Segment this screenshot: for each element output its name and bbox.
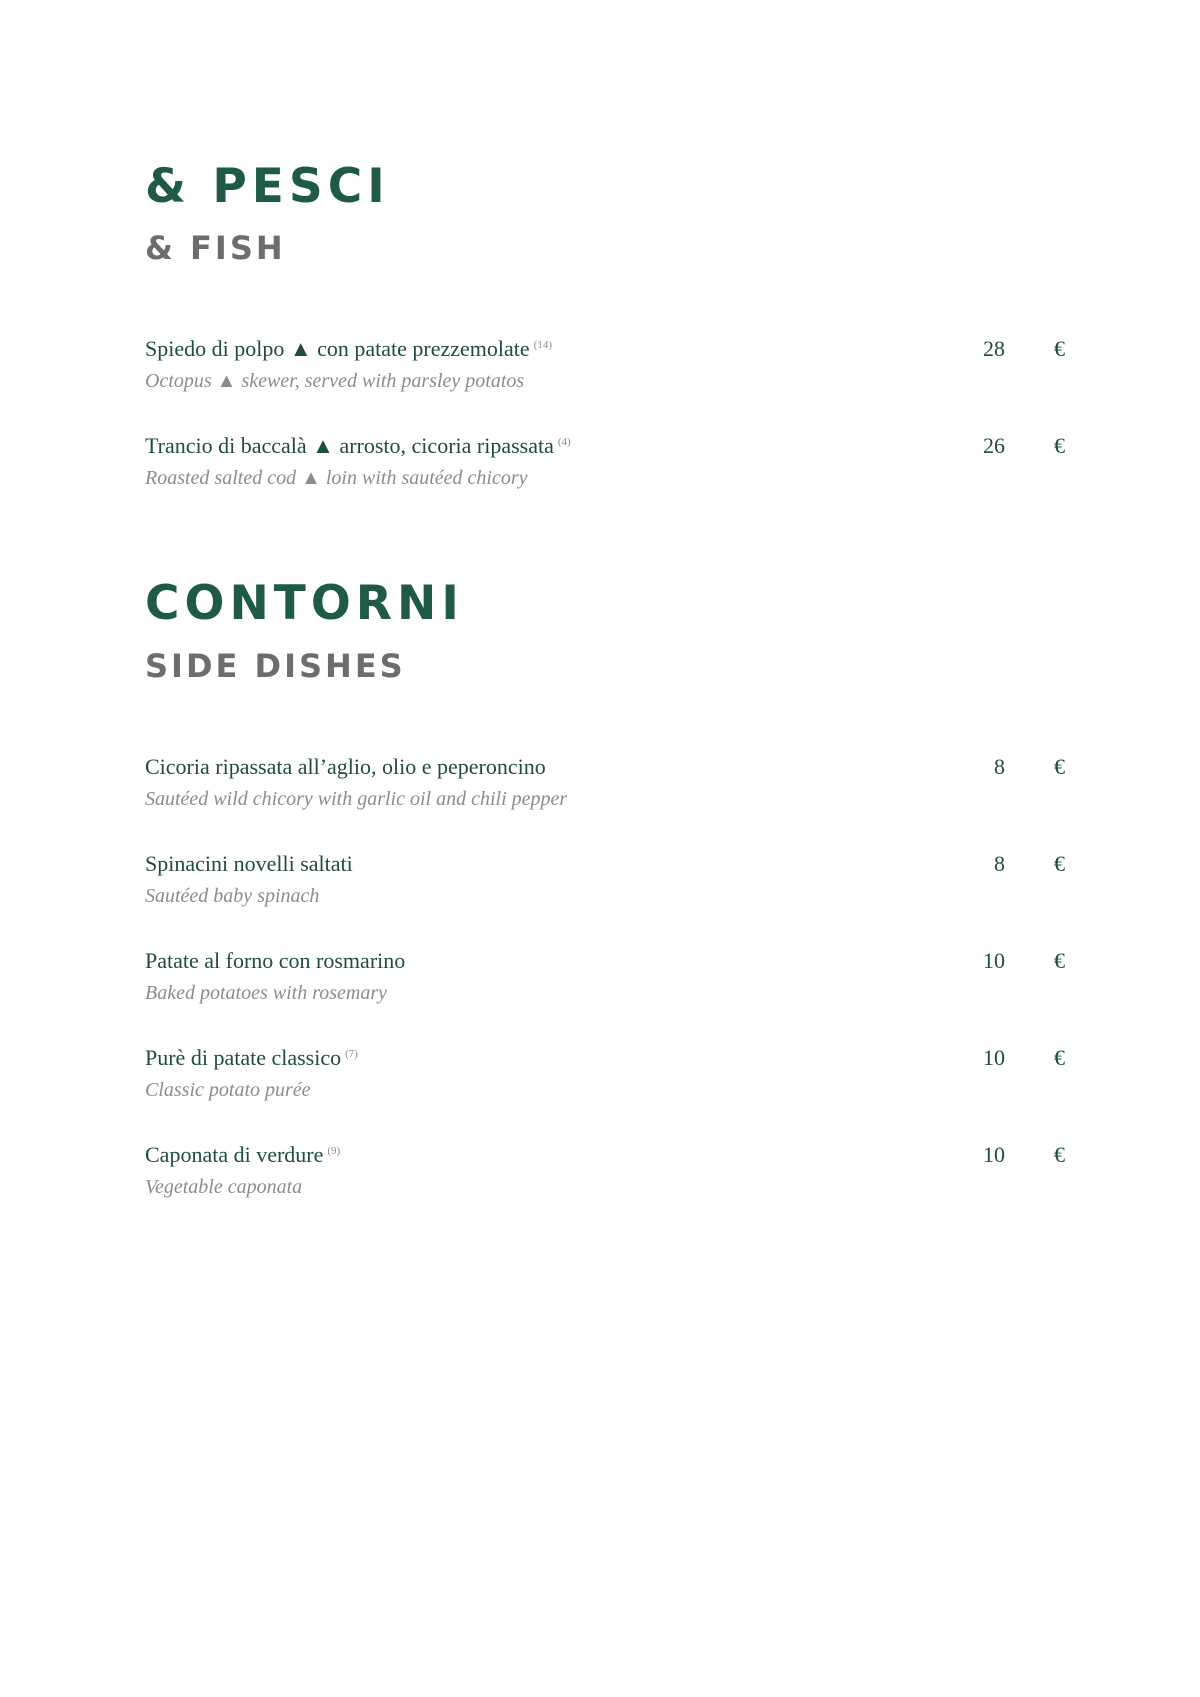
item-name xyxy=(145,1141,340,1169)
item-name-text: Spiedo di polpo ▲ con patate prezzemolate xyxy=(145,336,530,361)
section-title: CONTORNI xyxy=(145,576,464,631)
item-currency: € xyxy=(1054,1142,1065,1167)
section-subtitle: SIDE DISHES xyxy=(145,647,406,685)
item-description: Baked potatoes with rosemary xyxy=(145,982,388,1004)
item-name xyxy=(145,947,405,975)
item-name xyxy=(145,850,353,878)
item-allergens: (7) xyxy=(345,1047,358,1060)
section-title: & PESCI xyxy=(145,159,390,214)
menu-item xyxy=(145,335,1065,405)
menu-item xyxy=(145,753,1065,823)
section-subtitle: & FISH xyxy=(145,229,286,267)
menu-item xyxy=(145,850,1065,920)
item-name xyxy=(145,1044,358,1072)
item-description: Sautéed baby spinach xyxy=(145,885,320,907)
item-name-text: Purè di patate classico xyxy=(145,1045,342,1070)
item-price: 10 xyxy=(983,1142,1005,1167)
item-name xyxy=(145,335,552,363)
item-currency: € xyxy=(1054,433,1065,458)
item-name-text: Spinacini novelli saltati xyxy=(145,851,353,876)
item-description: Octopus ▲ skewer, served with parsley potatos xyxy=(145,370,525,392)
menu-item xyxy=(145,432,1065,502)
item-name xyxy=(145,432,571,460)
item-currency: € xyxy=(1054,754,1065,779)
item-description: Roasted salted cod ▲ loin with sautéed chicory xyxy=(145,467,528,489)
item-currency: € xyxy=(1054,336,1065,361)
item-currency: € xyxy=(1054,1045,1065,1070)
item-price: 10 xyxy=(983,1045,1005,1070)
item-description: Classic potato purée xyxy=(145,1079,311,1101)
item-allergens: (4) xyxy=(557,435,571,448)
menu-item xyxy=(145,947,1065,1017)
item-currency: € xyxy=(1054,851,1065,876)
item-name-text: Patate al forno con rosmarino xyxy=(145,948,406,973)
item-allergens: (14) xyxy=(533,338,552,351)
item-name-text: Trancio di baccalà ▲ arrosto, cicoria ripassata xyxy=(145,433,554,458)
item-price: 28 xyxy=(983,336,1005,361)
item-name-text: Caponata di verdure xyxy=(145,1142,324,1167)
item-name xyxy=(145,753,546,781)
item-description: Vegetable caponata xyxy=(145,1176,303,1198)
item-allergens: (9) xyxy=(327,1144,341,1157)
item-currency: € xyxy=(1054,948,1065,973)
item-name-text: Cicoria ripassata all’aglio, olio e peperoncino xyxy=(145,754,546,779)
item-price: 26 xyxy=(983,433,1005,458)
item-description: Sautéed wild chicory with garlic oil and chili pepper xyxy=(145,788,568,810)
item-price: 8 xyxy=(994,754,1005,779)
item-price: 8 xyxy=(994,851,1005,876)
menu-item xyxy=(145,1044,1065,1114)
menu-item xyxy=(145,1141,1065,1211)
item-price: 10 xyxy=(983,948,1005,973)
